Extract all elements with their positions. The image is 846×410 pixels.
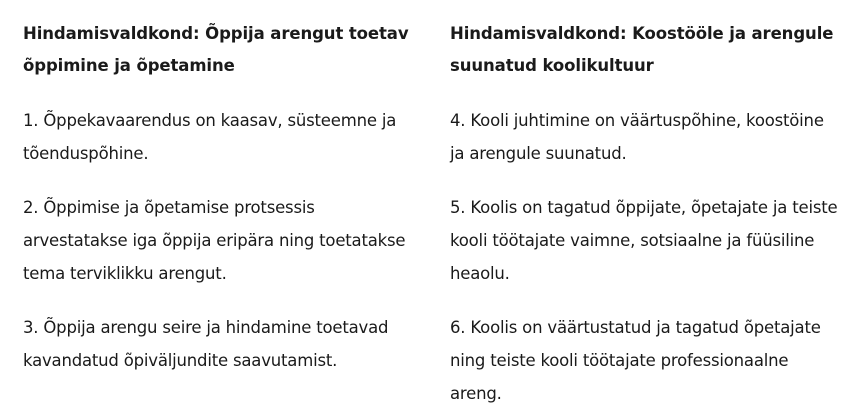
- left-column-heading: Hindamisvaldkond: Õppija arengut toetav õppimine ja õpetamine: [23, 24, 409, 75]
- right-column-heading: Hindamisvaldkond: Koostööle ja arengule suunatud koolikultuur: [450, 24, 834, 75]
- criterion-5: 5. Koolis on tagatud õppijate, õpetajate ja teiste kooli töötajate vaimne, sotsiaalne ja füüsiline heaolu.: [450, 198, 838, 283]
- criterion-3: 3. Õppija arengu seire ja hindamine toetavad kavandatud õpiväljundite saavutamist.: [23, 318, 389, 370]
- criterion-4: 4. Kooli juhtimine on väärtuspõhine, koostöine ja arengule suunatud.: [450, 111, 824, 163]
- left-column: [23, 18, 423, 377]
- criterion-1: 1. Õppekavaarendus on kaasav, süsteemne ja tõenduspõhine.: [23, 111, 397, 163]
- criterion-6: 6. Koolis on väärtustatud ja tagatud õpetajate ning teiste kooli töötajate professionaalne areng.: [450, 318, 821, 403]
- criterion-2: 2. Õppimise ja õpetamise protsessis arvestatakse iga õppija eripära ning toetatakse tema terviklikku arengut.: [23, 198, 406, 283]
- right-column: [450, 18, 840, 410]
